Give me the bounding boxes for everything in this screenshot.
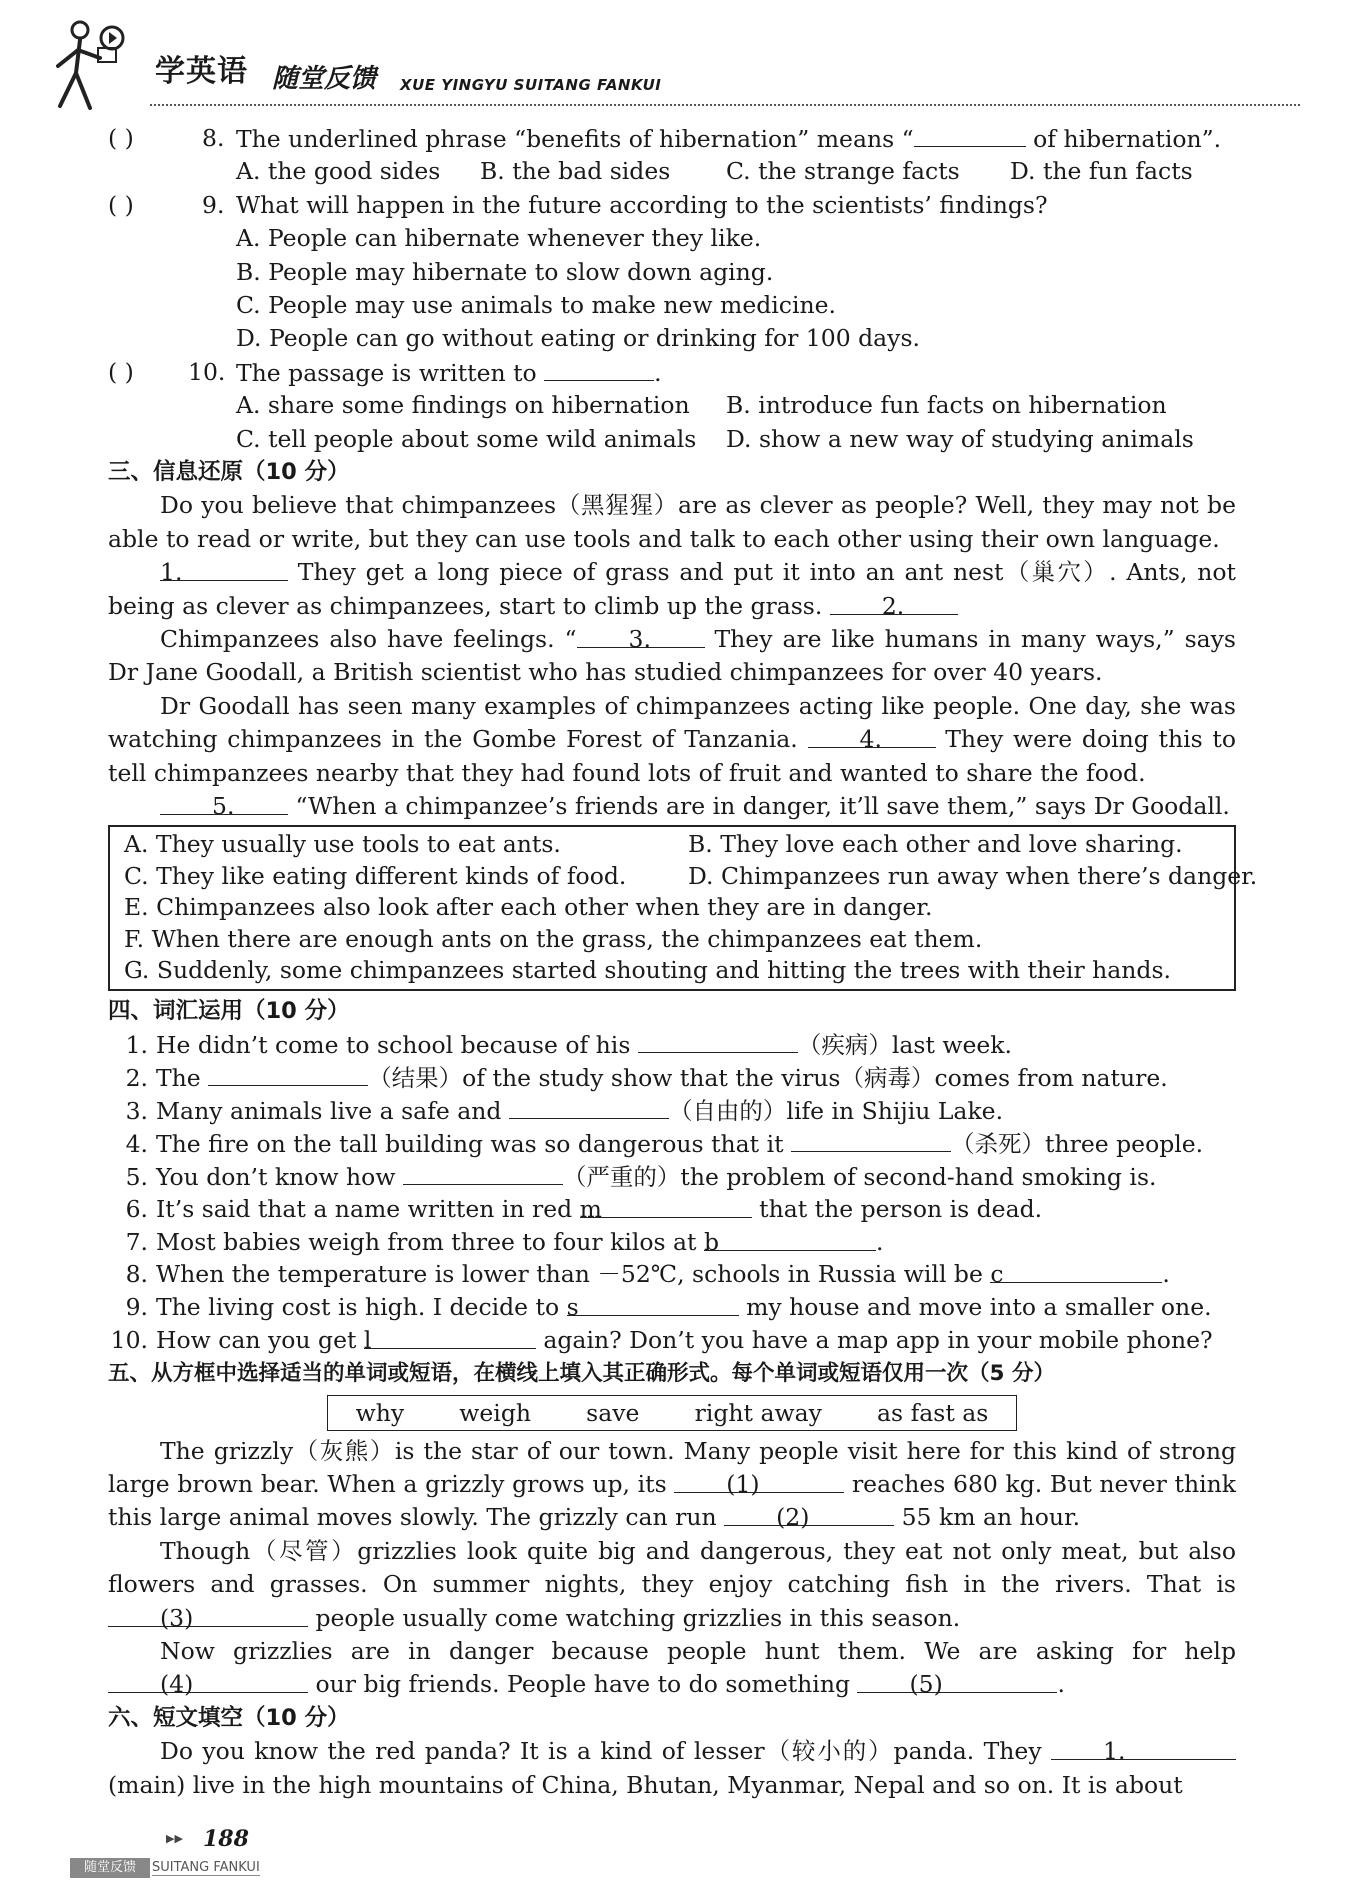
option-row bbox=[108, 322, 1236, 355]
blank-number: 2. bbox=[881, 591, 905, 620]
answer-blank[interactable] bbox=[566, 1291, 739, 1322]
paragraph-text: The grizzly（灰熊）is the star of our town. Many people visit here for this kind of strong large brown bear. When a grizzly grows up, its bbox=[108, 1436, 1236, 1498]
item-number: 1. bbox=[125, 1031, 148, 1060]
paragraph-text: (main) live in the high mountains of China, Bhutan, Myanmar, Nepal and so on. It is about bbox=[108, 1770, 1183, 1799]
paragraph-text: They were doing this to tell chimpanzees nearby that they had found lots of fruit and wanted to share the food. bbox=[108, 725, 1237, 787]
item-number: 7. bbox=[125, 1227, 148, 1256]
question-stem-end: of hibernation”. bbox=[1025, 125, 1222, 153]
word-option: right away bbox=[694, 1398, 822, 1427]
option: D. show a new way of studying animals bbox=[726, 424, 1194, 453]
answer-blank-2[interactable] bbox=[724, 1501, 894, 1532]
footer-tag: 随堂反馈 bbox=[70, 1858, 150, 1878]
first-letter-hint: s bbox=[566, 1293, 579, 1322]
item-text: How can you get bbox=[156, 1326, 364, 1355]
option-a: A. They usually use tools to eat ants. bbox=[124, 830, 561, 859]
vocab-item bbox=[108, 1324, 1236, 1357]
answer-blank[interactable] bbox=[990, 1258, 1162, 1289]
paragraph bbox=[108, 1535, 1236, 1635]
answer-blank[interactable] bbox=[208, 1061, 368, 1086]
item-text: （严重的）the problem of second-hand smoking is. bbox=[562, 1162, 1157, 1191]
item-number: 2. bbox=[125, 1064, 148, 1093]
page-footer bbox=[70, 1818, 310, 1878]
header-divider bbox=[150, 104, 1300, 106]
paragraph-text: people usually come watching grizzlies in this season. bbox=[308, 1603, 961, 1632]
reading-figure-icon bbox=[50, 18, 160, 118]
page-number: 188 bbox=[203, 1826, 249, 1852]
answer-blank[interactable] bbox=[638, 1028, 798, 1053]
paragraph-text: Dr Goodall has seen many examples of chimpanzees acting like people. One day, she was watching chimpanzees in the Gombe Forest of Tanzania. bbox=[108, 691, 1236, 754]
item-number: 9. bbox=[125, 1293, 148, 1322]
option: A. People can hibernate whenever they like. bbox=[236, 224, 762, 253]
blank-number: 1. bbox=[160, 558, 183, 587]
answer-paren[interactable]: ( ) bbox=[108, 190, 134, 219]
blank-number: (3) bbox=[160, 1603, 194, 1632]
item-text: （疾病）last week. bbox=[797, 1031, 1012, 1060]
paragraph bbox=[108, 1735, 1236, 1802]
item-text: He didn’t come to school because of his bbox=[156, 1031, 638, 1060]
option: C. the strange facts bbox=[726, 157, 960, 186]
vocab-item bbox=[108, 1258, 1236, 1291]
option: D. People can go without eating or drinking for 100 days. bbox=[236, 324, 920, 353]
vocab-item bbox=[108, 1028, 1236, 1061]
question-stem: The underlined phrase “benefits of hibernation” means “ bbox=[236, 125, 914, 153]
item-number: 6. bbox=[125, 1194, 148, 1223]
item-text: The fire on the tall building was so dangerous that it bbox=[156, 1129, 792, 1158]
page-content bbox=[108, 122, 1258, 1802]
word-option: weigh bbox=[459, 1398, 531, 1427]
item-text: （杀死）three people. bbox=[951, 1129, 1204, 1158]
question-stem: The passage is written to bbox=[236, 358, 545, 387]
item-text: The living cost is high. I decide to bbox=[156, 1293, 567, 1322]
paragraph-text: “When a chimpanzee’s friends are in danger, it’ll save them,” says Dr Goodall. bbox=[288, 791, 1230, 820]
paragraph-text: They get a long piece of grass and put it into an ant nest（巢穴）. Ants, not being as clever as chimpanzees, start to climb up the grass. bbox=[108, 558, 1236, 620]
answer-blank-1[interactable] bbox=[1051, 1735, 1236, 1766]
question-9 bbox=[108, 189, 1236, 222]
option-c: C. They like eating different kinds of food. bbox=[124, 861, 627, 890]
vocab-item bbox=[108, 1061, 1236, 1094]
answer-blank-4[interactable] bbox=[808, 723, 936, 754]
item-text: that the person is dead. bbox=[751, 1194, 1043, 1223]
option: C. People may use animals to make new medicine. bbox=[236, 290, 836, 319]
section-4-title: 四、词汇运用（10 分） bbox=[108, 997, 350, 1024]
option-row bbox=[124, 861, 1258, 893]
answer-blank[interactable] bbox=[509, 1094, 669, 1119]
vocab-item bbox=[108, 1291, 1236, 1324]
paragraph-text: Though（尽管）grizzlies look quite big and dangerous, they eat not only meat, but also flowers and grasses. On summer nights, they enjoy catching fish in the rivers. That is bbox=[108, 1536, 1236, 1599]
paragraph bbox=[108, 556, 1236, 623]
page-header bbox=[50, 18, 1300, 118]
item-text: Many animals live a safe and bbox=[156, 1097, 509, 1126]
blank-number: (2) bbox=[776, 1503, 810, 1532]
question-stem: What will happen in the future according to the scientists’ findings? bbox=[236, 190, 1048, 219]
section-6-title: 六、短文填空（10 分） bbox=[108, 1704, 350, 1731]
question-8 bbox=[108, 122, 1236, 155]
section-3-title: 三、信息还原（10 分） bbox=[108, 458, 350, 485]
first-letter-hint: l bbox=[363, 1326, 372, 1355]
word-option: as fast as bbox=[877, 1398, 989, 1427]
question-number: 8. bbox=[202, 124, 225, 152]
answer-blank-3[interactable] bbox=[577, 623, 705, 653]
item-text: Most babies weigh from three to four kilos at bbox=[156, 1227, 704, 1256]
item-text: （自由的）life in Shijiu Lake. bbox=[668, 1097, 1004, 1126]
paragraph bbox=[108, 1635, 1236, 1702]
option: B. introduce fun facts on hibernation bbox=[726, 391, 1167, 420]
paragraph: Do you believe that chimpanzees（黑猩猩）are as clever as people? Well, they may not be able to read or write, but they can use tools and talk to each other using their own language. bbox=[108, 491, 1236, 553]
word-option: why bbox=[355, 1398, 405, 1427]
option: A. share some findings on hibernation bbox=[236, 391, 690, 420]
blank-number: 5. bbox=[212, 791, 235, 820]
blank-number: 3. bbox=[628, 624, 651, 653]
question-number: 10. bbox=[188, 357, 226, 386]
blank-number: 4. bbox=[859, 725, 882, 754]
paragraph-text: . bbox=[1057, 1670, 1065, 1699]
option-b: B. They love each other and love sharing. bbox=[688, 830, 1183, 859]
paragraph bbox=[108, 623, 1236, 690]
paragraph-text: 55 km an hour. bbox=[894, 1503, 1081, 1532]
paragraph bbox=[108, 1435, 1236, 1535]
item-text: It’s said that a name written in red bbox=[156, 1194, 580, 1223]
item-number: 3. bbox=[125, 1097, 148, 1126]
arrow-icon: ▶▶ bbox=[166, 1832, 183, 1845]
option-f: F. When there are enough ants on the grass, the chimpanzees eat them. bbox=[124, 924, 983, 953]
blank-number: 1. bbox=[1103, 1737, 1126, 1766]
item-text: （结果）of the study show that the virus（病毒）comes from nature. bbox=[368, 1064, 1168, 1093]
answer-blank[interactable] bbox=[403, 1160, 563, 1185]
option-row bbox=[108, 389, 1236, 422]
option-row bbox=[108, 222, 1236, 255]
answer-blank-1[interactable] bbox=[674, 1468, 844, 1498]
option: D. the fun facts bbox=[1010, 157, 1193, 186]
option: B. the bad sides bbox=[480, 157, 671, 186]
option-row bbox=[108, 423, 1236, 456]
answer-blank[interactable] bbox=[579, 1193, 752, 1223]
vocab-list bbox=[108, 1028, 1236, 1357]
option-row bbox=[108, 256, 1236, 289]
item-text: The bbox=[156, 1064, 209, 1093]
option-g: G. Suddenly, some chimpanzees started shouting and hitting the trees with their hands. bbox=[124, 956, 1172, 985]
answer-paren[interactable]: ( ) bbox=[108, 124, 134, 152]
paragraph-text: Now grizzlies are in danger because people hunt them. We are asking for help bbox=[160, 1636, 1236, 1665]
item-text: . bbox=[1162, 1260, 1170, 1289]
answer-blank[interactable] bbox=[791, 1127, 951, 1152]
section-5-title: 五、从方框中选择适当的单词或短语，在横线上填入其正确形式。每个单词或短语仅用一次（5 分） bbox=[108, 1361, 1055, 1387]
brand-title: 学英语 bbox=[155, 54, 248, 89]
blank-number: (1) bbox=[726, 1469, 760, 1498]
answer-blank-1[interactable] bbox=[160, 556, 288, 587]
answer-blank[interactable] bbox=[544, 356, 654, 381]
vocab-item bbox=[108, 1127, 1236, 1160]
item-text: my house and move into a smaller one. bbox=[738, 1293, 1212, 1322]
vocab-item bbox=[108, 1160, 1236, 1193]
item-number: 8. bbox=[125, 1260, 148, 1289]
word-option: save bbox=[586, 1398, 640, 1427]
item-number: 10. bbox=[110, 1326, 148, 1355]
question-stem-end: . bbox=[654, 358, 662, 387]
paragraph-text: They are like humans in many ways,” says Dr Jane Goodall, a British scientist who has studied chimpanzees for over 40 years. bbox=[108, 624, 1236, 687]
question-10 bbox=[108, 356, 1236, 389]
vocab-item bbox=[108, 1226, 1236, 1259]
paragraph bbox=[108, 790, 1236, 823]
question-number: 9. bbox=[202, 190, 225, 219]
paragraph-text: our big friends. People have to do something bbox=[308, 1670, 858, 1699]
vocab-item bbox=[108, 1094, 1236, 1127]
brand-subtitle: 随堂反馈 bbox=[272, 64, 377, 94]
paragraph-text: reaches 680 kg. But never think this large animal moves slowly. The grizzly can run bbox=[108, 1469, 1237, 1532]
answer-blank[interactable] bbox=[703, 1226, 876, 1256]
answer-blank[interactable] bbox=[363, 1324, 536, 1355]
blank-number: (4) bbox=[160, 1670, 194, 1699]
item-number: 5. bbox=[125, 1162, 148, 1191]
first-letter-hint: m bbox=[579, 1194, 602, 1223]
answer-paren[interactable]: ( ) bbox=[108, 357, 134, 386]
first-letter-hint: b bbox=[703, 1227, 720, 1256]
item-number: 4. bbox=[125, 1129, 148, 1158]
option: B. People may hibernate to slow down aging. bbox=[236, 257, 774, 286]
paragraph-text: Do you know the red panda? It is a kind of lesser（较小的）panda. They bbox=[160, 1737, 1051, 1766]
answer-blank-3[interactable] bbox=[108, 1602, 308, 1632]
brand-pinyin: XUE YINGYU SUITANG FANKUI bbox=[400, 76, 662, 94]
item-text: again? Don’t you have a map app in your mobile phone? bbox=[535, 1326, 1213, 1355]
answer-blank-4[interactable] bbox=[108, 1668, 308, 1699]
item-text: When the temperature is lower than －52℃, schools in Russia will be bbox=[156, 1260, 991, 1289]
item-text: . bbox=[875, 1227, 884, 1256]
word-box bbox=[327, 1395, 1017, 1431]
option-row bbox=[124, 829, 1220, 861]
vocab-item bbox=[108, 1193, 1236, 1226]
answer-blank-5[interactable] bbox=[160, 790, 288, 820]
answer-blank-2[interactable] bbox=[830, 590, 958, 620]
footer-pinyin: SUITANG FANKUI bbox=[152, 1860, 260, 1875]
paragraph bbox=[108, 690, 1236, 790]
options-box bbox=[108, 825, 1258, 991]
answer-blank-5[interactable] bbox=[857, 1668, 1057, 1699]
item-text: You don’t know how bbox=[156, 1162, 403, 1191]
option-d: D. Chimpanzees run away when there’s danger. bbox=[688, 861, 1258, 890]
blank-number: (5) bbox=[909, 1670, 943, 1699]
answer-blank[interactable] bbox=[914, 122, 1026, 147]
option-e: E. Chimpanzees also look after each other when they are in danger. bbox=[124, 893, 933, 922]
paragraph-text: Chimpanzees also have feelings. “ bbox=[160, 624, 577, 653]
option-row bbox=[108, 289, 1236, 322]
option: C. tell people about some wild animals bbox=[236, 424, 697, 453]
first-letter-hint: c bbox=[990, 1260, 1004, 1289]
option: A. the good sides bbox=[236, 157, 441, 186]
question-8-options bbox=[108, 155, 1236, 188]
